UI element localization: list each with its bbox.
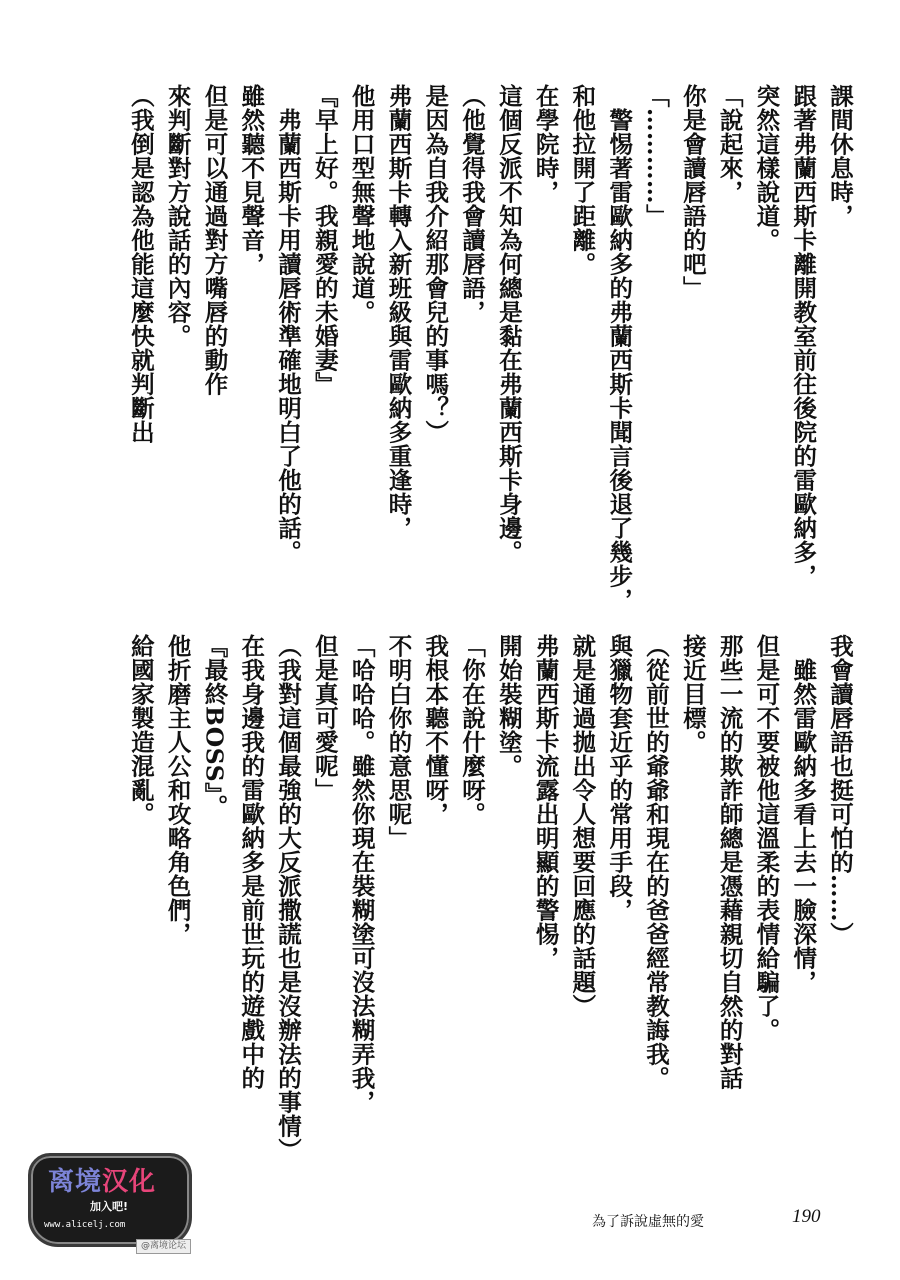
text-column: 但是可以通過對方嘴唇的動作 [200,84,229,396]
text-column: 「…………」 [642,84,671,228]
logo-forum-tag: @离境论坛 [136,1239,191,1254]
text-column: 你是會讀唇語的吧」 [678,84,707,300]
text-column: 他用口型無聲地說道。 [347,84,376,324]
text-column: 我會讀唇語也挺可怕的……） [826,634,854,946]
text-block-bottom [122,634,858,1164]
text-column: 課間休息時， [826,84,854,228]
text-column: 弗蘭西斯卡用讀唇術準確地明白了他的話。 [274,84,303,564]
text-column: 弗蘭西斯卡轉入新班級與雷歐納多重逢時， [384,84,413,540]
page-number: 190 [792,1206,821,1227]
text-column: 在學院時， [531,84,560,204]
text-column: 給國家製造混亂。 [126,634,155,826]
logo-title-part2: 汉化 [102,1167,157,1197]
text-column: 就是通過拋出令人想要回應的話題） [568,634,597,1018]
text-column: 『早上好。我親愛的未婚妻』 [310,84,339,396]
text-column: 弗蘭西斯卡流露出明顯的警惕， [531,634,560,970]
text-column: 跟著弗蘭西斯卡離開教室前往後院的雷歐納多， [789,84,818,588]
text-column: 「說起來， [715,84,744,204]
text-column: （我對這個最強的大反派撒謊也是沒辦法的事情） [274,634,303,1162]
logo-slogan: 加入吧! [90,1200,129,1213]
text-column: 雖然雷歐納多看上去一臉深情， [789,634,818,994]
logo-title [48,1167,156,1197]
text-column: 開始裝糊塗。 [494,634,523,778]
text-column: 「你在說什麼呀。 [458,634,487,826]
text-column: 「哈哈哈。雖然你現在裝糊塗可沒法糊弄我， [347,634,376,1114]
text-column: 我根本聽不懂呀， [421,634,450,826]
logo-title-part1: 离境 [48,1167,103,1197]
logo-url: www.alicelj.com [44,1220,126,1230]
text-column: 警惕著雷歐納多的弗蘭西斯卡聞言後退了幾步， [605,84,634,612]
text-column: 但是真可愛呢」 [310,634,339,802]
text-column: 但是可不要被他這溫柔的表情給騙了。 [752,634,781,1042]
text-column: （他覺得我會讀唇語， [458,84,487,324]
text-column: 雖然聽不見聲音， [237,84,266,276]
text-column: 接近目標。 [678,634,707,754]
text-column: 來判斷對方說話的內容。 [163,84,192,348]
text-column: （從前世的爺爺和現在的爸爸經常教誨我。 [642,634,671,1090]
text-column: 不明白你的意思呢」 [384,634,413,850]
translation-group-logo [28,1143,203,1258]
text-column: 在我身邊我的雷歐納多是前世玩的遊戲中的 [237,634,266,1090]
text-column: 那些一流的欺詐師總是憑藉親切自然的對話 [715,634,744,1090]
text-column: 是因為自我介紹那會兒的事嗎？） [421,84,450,444]
text-column: 突然這樣說道。 [752,84,781,252]
text-column: （我倒是認為他能這麼快就判斷出 [126,84,155,444]
text-block-top [122,84,858,614]
text-column: 『最終BOSS』。 [200,634,229,819]
book-title: 為了訴說虛無的愛 [592,1214,704,1230]
text-column: 他折磨主人公和攻略角色們， [163,634,192,946]
text-column: 與獵物套近乎的常用手段， [605,634,634,922]
text-column: 這個反派不知為何總是黏在弗蘭西斯卡身邊。 [494,84,523,564]
text-column: 和他拉開了距離。 [568,84,597,276]
